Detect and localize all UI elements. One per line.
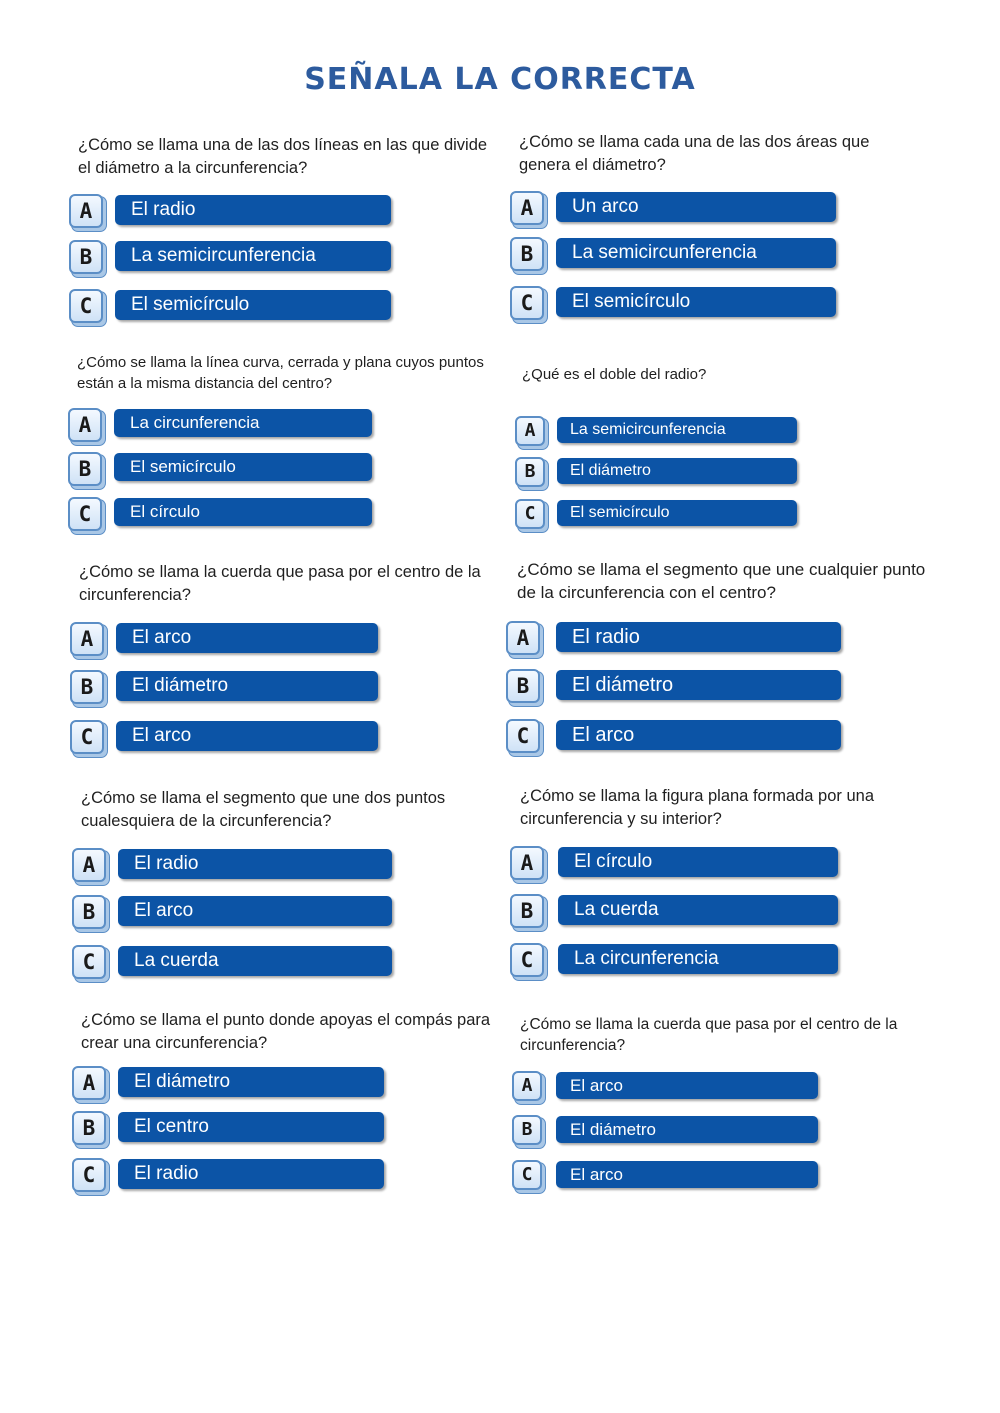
option-key-letter: B bbox=[524, 461, 536, 482]
question-text: ¿Qué es el doble del radio? bbox=[522, 366, 707, 383]
option-key-letter: A bbox=[80, 627, 94, 651]
question-text: ¿Cómo se llama cada una de las dos áreas que genera el diámetro? bbox=[519, 133, 870, 174]
option-button-c[interactable]: La circunferencia bbox=[558, 944, 838, 974]
option-button-c[interactable]: La cuerda bbox=[118, 946, 392, 976]
option-key-c[interactable] bbox=[512, 1160, 542, 1190]
option-button-a[interactable]: Un arco bbox=[556, 192, 836, 222]
option-button-a[interactable]: El arco bbox=[116, 623, 378, 653]
option-key-letter: C bbox=[79, 294, 93, 318]
option-key-a[interactable] bbox=[72, 848, 106, 882]
option-key-letter: A bbox=[521, 1075, 533, 1096]
option-key-letter: B bbox=[520, 242, 534, 266]
option-key-c[interactable] bbox=[515, 499, 545, 529]
option-key-c[interactable] bbox=[510, 286, 544, 320]
question-6 bbox=[517, 558, 942, 758]
question-text: ¿Cómo se llama el segmento que une cualquier punto de la circunferencia con el centro? bbox=[517, 560, 926, 602]
option-key-letter: A bbox=[79, 199, 93, 223]
option-key-a[interactable] bbox=[69, 194, 103, 228]
option-key-c[interactable] bbox=[510, 943, 544, 977]
option-key-letter: C bbox=[82, 950, 96, 974]
option-key-b[interactable] bbox=[506, 669, 540, 703]
option-key-letter: C bbox=[520, 948, 534, 972]
option-key-letter: C bbox=[520, 291, 534, 315]
option-key-b[interactable] bbox=[69, 240, 103, 274]
option-key-letter: A bbox=[524, 420, 536, 441]
option-key-c[interactable] bbox=[72, 1158, 106, 1192]
option-key-letter: A bbox=[78, 413, 92, 437]
option-key-letter: B bbox=[80, 675, 94, 699]
option-button-a[interactable]: La semicircunferencia bbox=[557, 417, 797, 443]
option-button-a[interactable]: El radio bbox=[115, 195, 391, 225]
question-7 bbox=[81, 787, 501, 987]
option-key-letter: C bbox=[516, 724, 530, 748]
option-button-c[interactable]: El círculo bbox=[114, 498, 372, 526]
option-key-letter: B bbox=[520, 899, 534, 923]
option-button-b[interactable]: El arco bbox=[118, 896, 392, 926]
question-text: ¿Cómo se llama el segmento que une dos puntos cualesquiera de la circunferencia? bbox=[81, 789, 446, 830]
question-1 bbox=[78, 134, 498, 334]
option-key-a[interactable] bbox=[515, 416, 545, 446]
option-button-b[interactable]: El centro bbox=[118, 1112, 384, 1142]
option-button-b[interactable]: La semicircunferencia bbox=[115, 241, 391, 271]
question-10 bbox=[520, 1014, 940, 1204]
option-button-b[interactable]: El semicírculo bbox=[114, 453, 372, 481]
option-button-c[interactable]: El arco bbox=[556, 720, 841, 750]
option-key-letter: B bbox=[78, 457, 92, 481]
option-key-a[interactable] bbox=[506, 621, 540, 655]
option-button-b[interactable]: La cuerda bbox=[558, 895, 838, 925]
option-key-a[interactable] bbox=[510, 846, 544, 880]
option-button-b[interactable]: El diámetro bbox=[557, 458, 797, 484]
question-text: ¿Cómo se llama la cuerda que pasa por el centro de la circunferencia? bbox=[520, 1016, 898, 1054]
option-key-b[interactable] bbox=[68, 452, 102, 486]
question-text: ¿Cómo se llama una de las dos líneas en las que divide el diámetro a la circunferencia? bbox=[78, 136, 488, 177]
option-key-letter: C bbox=[524, 503, 536, 524]
option-button-a[interactable]: El diámetro bbox=[118, 1067, 384, 1097]
option-key-c[interactable] bbox=[68, 497, 102, 531]
option-key-letter: B bbox=[82, 900, 96, 924]
question-5 bbox=[79, 561, 499, 761]
option-button-c[interactable]: El semicírculo bbox=[115, 290, 391, 320]
option-button-a[interactable]: La circunferencia bbox=[114, 409, 372, 437]
option-button-a[interactable]: El arco bbox=[556, 1072, 818, 1099]
question-text: ¿Cómo se llama el punto donde apoyas el compás para crear una circunferencia? bbox=[81, 1011, 491, 1052]
question-text: ¿Cómo se llama la cuerda que pasa por el centro de la circunferencia? bbox=[79, 563, 481, 604]
option-key-b[interactable] bbox=[515, 457, 545, 487]
option-key-letter: A bbox=[520, 196, 534, 220]
option-key-a[interactable] bbox=[510, 191, 544, 225]
option-button-b[interactable]: El diámetro bbox=[556, 670, 841, 700]
option-key-c[interactable] bbox=[70, 720, 104, 754]
option-key-letter: B bbox=[79, 245, 93, 269]
option-key-b[interactable] bbox=[70, 670, 104, 704]
option-button-b[interactable]: La semicircunferencia bbox=[556, 238, 836, 268]
option-key-letter: C bbox=[80, 725, 94, 749]
option-key-b[interactable] bbox=[512, 1115, 542, 1145]
option-button-a[interactable]: El círculo bbox=[558, 847, 838, 877]
option-key-letter: B bbox=[516, 674, 530, 698]
option-key-b[interactable] bbox=[510, 237, 544, 271]
page-title: SEÑALA LA CORRECTA bbox=[304, 62, 696, 97]
option-key-b[interactable] bbox=[510, 894, 544, 928]
option-button-b[interactable]: El diámetro bbox=[116, 671, 378, 701]
option-key-c[interactable] bbox=[72, 945, 106, 979]
option-button-a[interactable]: El radio bbox=[118, 849, 392, 879]
option-key-letter: C bbox=[78, 502, 92, 526]
option-key-a[interactable] bbox=[72, 1066, 106, 1100]
option-button-c[interactable]: El radio bbox=[118, 1159, 384, 1189]
option-key-letter: B bbox=[82, 1116, 96, 1140]
question-8 bbox=[520, 785, 940, 985]
option-key-a[interactable] bbox=[68, 408, 102, 442]
question-4 bbox=[522, 364, 942, 544]
question-2 bbox=[519, 131, 939, 331]
option-key-letter: C bbox=[82, 1163, 96, 1187]
option-key-letter: A bbox=[520, 851, 534, 875]
option-key-letter: C bbox=[521, 1164, 533, 1185]
option-button-c[interactable]: El arco bbox=[556, 1161, 818, 1188]
option-key-b[interactable] bbox=[72, 1111, 106, 1145]
question-3 bbox=[77, 352, 497, 542]
option-key-c[interactable] bbox=[69, 289, 103, 323]
option-key-letter: A bbox=[82, 853, 96, 877]
option-key-letter: A bbox=[82, 1071, 96, 1095]
option-key-a[interactable] bbox=[70, 622, 104, 656]
option-key-c[interactable] bbox=[506, 719, 540, 753]
option-button-a[interactable]: El radio bbox=[556, 622, 841, 652]
option-button-b[interactable]: El diámetro bbox=[556, 1116, 818, 1143]
option-key-a[interactable] bbox=[512, 1071, 542, 1101]
option-key-letter: B bbox=[521, 1119, 533, 1140]
question-text: ¿Cómo se llama la figura plana formada por una circunferencia y su interior? bbox=[520, 787, 875, 828]
option-button-c[interactable]: El arco bbox=[116, 721, 378, 751]
question-9 bbox=[81, 1009, 501, 1209]
option-key-letter: A bbox=[516, 626, 530, 650]
option-button-c[interactable]: El semicírculo bbox=[556, 287, 836, 317]
option-key-b[interactable] bbox=[72, 895, 106, 929]
option-button-c[interactable]: El semicírculo bbox=[557, 500, 797, 526]
question-text: ¿Cómo se llama la línea curva, cerrada y plana cuyos puntos están a la misma distancia del centro? bbox=[77, 354, 484, 392]
